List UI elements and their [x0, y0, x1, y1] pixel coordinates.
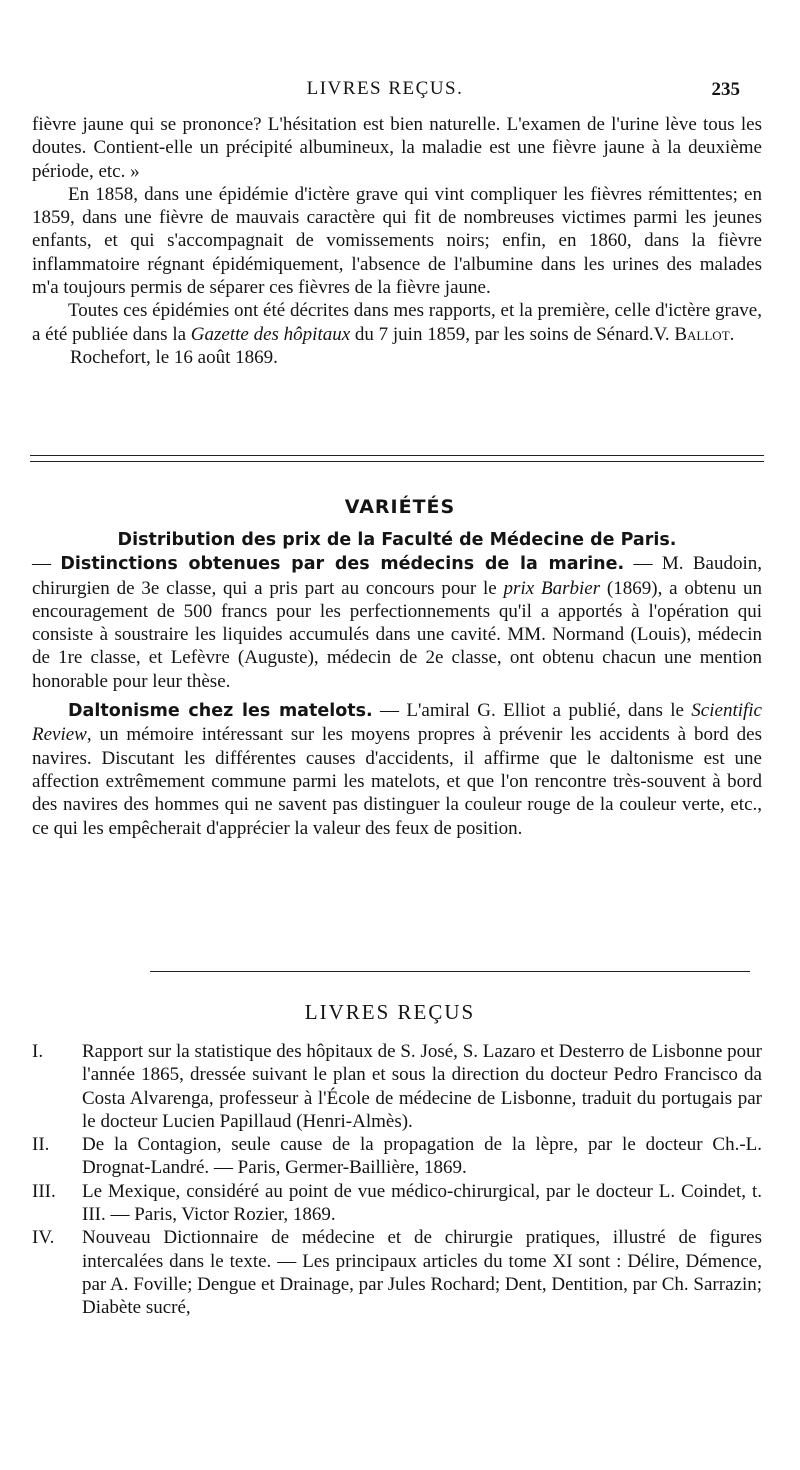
section-title-varietes: VARIÉTÉS — [344, 496, 456, 518]
list-item-number: II. — [32, 1134, 50, 1156]
paragraph-daltonisme — [32, 699, 762, 840]
distribution-heading — [32, 528, 762, 552]
distinctions-heading: Distinctions obtenues par des médecins de la marine. — [60, 554, 625, 575]
list-item — [32, 1133, 762, 1180]
paragraph-publication — [32, 299, 762, 346]
scientific-review-title: Scientific Review — [32, 700, 762, 746]
running-title: LIVRES REÇUS. — [306, 78, 464, 99]
distinctions-prefix: — — [32, 553, 61, 575]
top-text-block — [32, 113, 762, 369]
double-rule-divider — [30, 455, 764, 462]
list-item-text: Le Mexique, considéré au point de vue médico-chirurgical, par le docteur L. Coindet, t. III. — Paris, Victor Rozier, 1869. — [82, 1180, 762, 1226]
paragraph-fievre-jaune: fièvre jaune qui se prononce? L'hésitation est bien naturelle. L'examen de l'urine lève tous les doutes. Contient-elle un précipité albumineux, la maladie est une fièvre jaune à la deuxième période, etc. » — [32, 114, 762, 182]
list-item — [32, 1040, 762, 1133]
distinctions-text-1: — M. Baudoin, chirurgien de 3e classe, qui a pris part au concours pour le — [32, 553, 762, 599]
publication-text-before: Toutes ces épidémies ont été décrites dans mes rapports, et la première, celle d'ictère grave, a été publiée dans la — [32, 300, 762, 345]
paragraph-epidemies: En 1858, dans une épidémie d'ictère grave qui vint compliquer les fièvres rémittentes; en 1859, dans une fièvre de mauvais caractère qui fit de nombreuses victimes parmi les jeunes enfants, et qui s'accompagnait de vomissements noirs; enfin, en 1860, dans la fièvre inflammatoire régnant épidémiquement, l'absence de l'albumine dans les urines des malades m'a toujours permis de séparer ces fièvres de la fièvre jaune. — [32, 183, 762, 299]
page-number: 235 — [711, 79, 740, 100]
distinctions-text-2: (1869), a obtenu un encouragement de 500 francs pour les perfectionnements qu'il a apportés à l'opération qui consiste à soustraire les liquides accumulés dans une cavité. MM. Normand (Louis), médecin de 1re classe, et Lefèvre (Auguste), médecin de 2e classe, ont obtenu chacun une mention honorable pour leur thèse. — [32, 577, 762, 692]
page-header — [0, 78, 800, 104]
list-item — [32, 1180, 762, 1227]
publication-text-after: du 7 juin 1859, par les soins de Sénard. — [354, 323, 654, 345]
daltonisme-text-1: — L'amiral G. Elliot a publié, dans le — [372, 700, 692, 722]
daltonisme-heading: Daltonisme chez les matelots. — [68, 701, 373, 722]
list-item-number: IV. — [32, 1227, 55, 1249]
list-item-number: III. — [32, 1180, 56, 1202]
list-item-text: Nouveau Dictionnaire de médecine et de chirurgie pratiques, illustré de figures intercalées dans le texte. — Les principaux articles du tome XI sont : Délire, Démence, par A. Foville; Dengue et Drainage, par Jules Rochard; Dent, Dentition, par Ch. Sarrazin; Diabète sucré, — [82, 1227, 762, 1319]
prix-barbier: prix Barbier — [503, 577, 601, 599]
list-item-text: De la Contagion, seule cause de la propagation de la lèpre, par le docteur Ch.-L. Drognat-Landré. — Paris, Germer-Baillière, 1869. — [82, 1134, 762, 1179]
section-title-livres-recus: LIVRES REÇUS — [304, 1000, 476, 1024]
list-item — [32, 1226, 762, 1319]
distribution-heading-text: Distribution des prix de la Faculté de Médecine de Paris. — [117, 530, 677, 550]
list-item-text: Rapport sur la statistique des hôpitaux de S. José, S. Lazaro et Desterro de Lisbonne pour l'année 1865, dressée suivant le plan et sous la direction du docteur Pedro Francisco da Costa Alvarenga, professeur à l'École de médecine de Lisbonne, traduit du portugais par le docteur Lucien Papillaud (Henri-Almès). — [82, 1041, 762, 1132]
list-item-number: I. — [32, 1041, 44, 1062]
place-date: Rochefort, le 16 août 1869. — [70, 346, 278, 368]
varietes-block — [32, 528, 762, 840]
signature: V. Ballot. — [653, 323, 735, 345]
livres-recus-list — [32, 1040, 762, 1320]
daltonisme-text-2: , un mémoire intéressant sur les moyens propres à prévenir les accidents à bord des navires. Discutant les différentes causes d'accidents, il affirme que le daltonisme est une affection extrêmement commune parmi les matelots, et que l'on rencontre très-souvent à bord des navires des hommes qui ne savent pas distinguer la couleur rouge de la couleur verte, etc., ce qui les empêcherait d'apprécier la valeur des feux de position. — [32, 724, 762, 839]
gazette-title: Gazette des hôpitaux — [190, 323, 351, 345]
rule-divider — [150, 971, 750, 972]
paragraph-distinctions — [32, 552, 762, 693]
